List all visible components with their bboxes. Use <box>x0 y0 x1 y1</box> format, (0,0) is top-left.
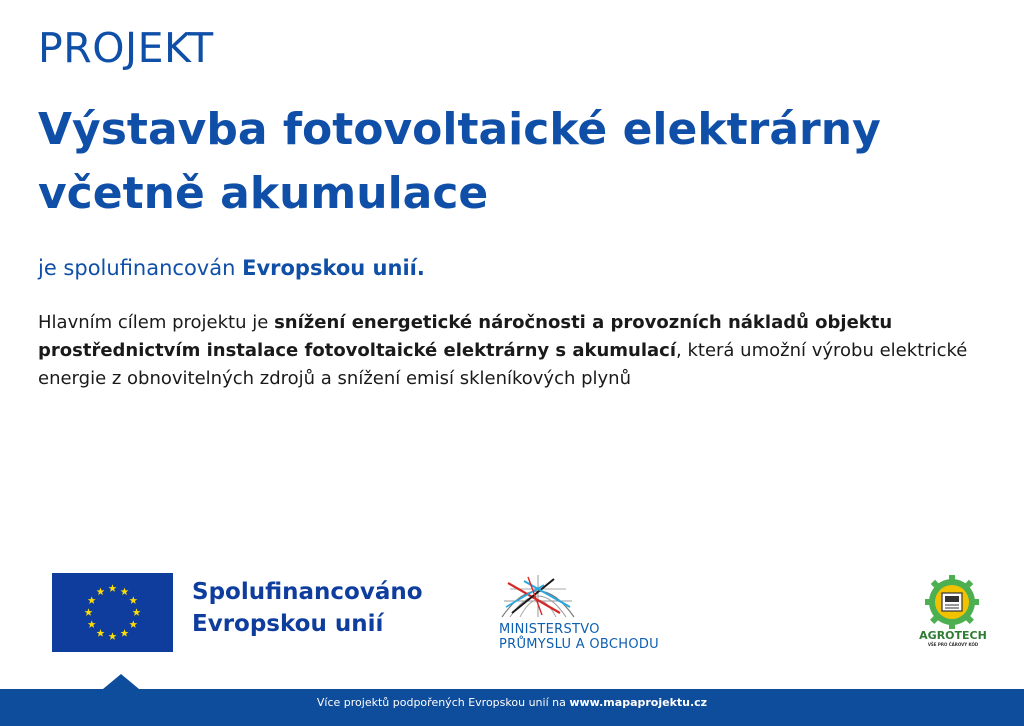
cofinancing-statement <box>38 256 425 280</box>
eu-star-icon <box>97 629 105 637</box>
agrotech-name: AGROTECH <box>919 629 987 642</box>
description-suffix: , která umožní výrobu elektrické energie z obnovitelných zdrojů a snížení emisí skleníkových plynů <box>38 340 968 389</box>
cofinancing-prefix: je spolufinancován <box>38 256 236 280</box>
footer-bar <box>0 689 1024 726</box>
cofinancing-emphasis: Evropskou unií. <box>242 256 425 280</box>
eu-star-icon <box>88 620 96 628</box>
eu-flag-icon <box>52 573 173 652</box>
project-title-line1: Výstavba fotovoltaické elektrárny <box>38 104 881 155</box>
eu-cofinancing-logo-text <box>192 576 423 640</box>
eu-logo-line2: Evropskou unií <box>192 611 384 637</box>
eu-logo-line1: Spolufinancováno <box>192 579 423 605</box>
eu-star-icon <box>88 596 96 604</box>
project-eyebrow: PROJEKT <box>38 24 214 72</box>
footer-text: Více projektů podpořených Evropskou unií na <box>316 696 566 709</box>
eu-star-icon <box>121 588 129 596</box>
description-prefix: Hlavním cílem projektu je <box>38 312 269 333</box>
project-title <box>38 98 998 226</box>
description-bold: snížení energetické náročnosti a provozních nákladů objektu prostřednictvím instalace fotovoltaické elektrárny s akumulací <box>38 312 893 361</box>
project-title-line2: včetně akumulace <box>38 168 489 219</box>
agrotech-gear-icon <box>920 575 984 629</box>
eu-star-icon <box>109 632 117 640</box>
eu-star-icon <box>133 608 141 616</box>
mpo-globe-icon <box>498 571 578 619</box>
eu-star-icon <box>129 596 137 604</box>
mpo-line1: MINISTERSTVO <box>499 622 600 637</box>
footer-notch <box>103 674 139 689</box>
eu-star-icon <box>121 629 129 637</box>
agrotech-tagline: VŠE PRO ČÁROVÝ KÓD <box>927 642 979 647</box>
eu-star-icon <box>129 620 137 628</box>
mpo-logo-text <box>499 622 659 652</box>
eu-star-icon <box>109 584 117 592</box>
project-description <box>38 309 988 393</box>
footer-link[interactable]: www.mapaprojektu.cz <box>569 696 708 709</box>
mpo-line2: PRŮMYSLU A OBCHODU <box>499 637 659 652</box>
eu-star-icon <box>97 588 105 596</box>
eu-star-icon <box>85 608 93 616</box>
